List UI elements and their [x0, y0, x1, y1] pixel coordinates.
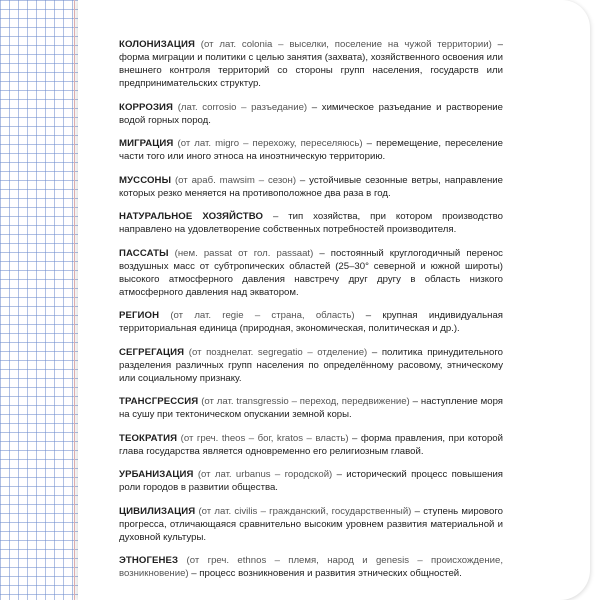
- entry-term: УРБАНИЗАЦИЯ: [119, 469, 194, 480]
- glossary-entry: [119, 554, 503, 580]
- glossary-entry: [119, 210, 503, 236]
- entry-etymology: (нем. passat от гол. passaat): [168, 247, 314, 259]
- entry-definition: – политика принудительного разделения различных групп населения по определённому расовому, этническому или социальному признаку.: [119, 346, 503, 384]
- entry-term: ЭТНОГЕНЕЗ: [119, 555, 179, 566]
- entry-term: ТРАНСГРЕССИЯ: [119, 396, 199, 407]
- entry-term: ЦИВИЛИЗАЦИЯ: [119, 505, 196, 517]
- entry-term: ТЕОКРАТИЯ: [119, 432, 178, 444]
- entry-term: РЕГИОН: [119, 310, 160, 321]
- entry-term: СЕГРЕГАЦИЯ: [119, 346, 185, 358]
- glossary-entry: [119, 432, 503, 458]
- entry-definition: – наступление моря на сушу при тектоническом опускании земной коры.: [119, 396, 503, 420]
- entry-definition: – крупная индивидуальная территориальная единица (природная, экономическая, политическая и др.).: [119, 310, 503, 334]
- entry-etymology: (лат. corrosio – разъедание): [173, 101, 308, 113]
- entry-etymology: (от лат. migro – перехожу, переселяюсь): [173, 138, 363, 149]
- entry-definition: – постоянный круглогодичный перенос воздушных масс от субтропических областей (25–30° северной и южной широты) высокого атмосферного давления навстречу друг другу в область низкого атмосферного давления над экватором.: [119, 247, 503, 298]
- entry-definition: – ступень мирового прогресса, отличающаяся сравнительно высоким уровнем развития материальной и духовной культуры.: [119, 505, 503, 543]
- entry-term: НАТУРАЛЬНОЕ ХОЗЯЙСТВО: [119, 211, 264, 222]
- glossary-entry: [119, 346, 503, 385]
- entry-etymology: (от греч. ethnos – племя, народ и genesis – происхождение, возникновение): [119, 555, 503, 579]
- entry-definition: – тип хозяйства, при котором производство направлено на удовлетворение собственных потребностей производителя.: [119, 211, 503, 235]
- entry-definition: – исторический процесс повышения роли городов в развитии общества.: [119, 469, 504, 493]
- entry-etymology: (от позднелат. segregatio – отделение): [184, 346, 368, 358]
- glossary-entry: [119, 38, 503, 90]
- entry-term: МУССОНЫ: [119, 174, 172, 186]
- glossary-entry: [119, 174, 503, 200]
- entry-definition: – форма миграции и политики с целью занятия (захвата), хозяйственного освоения или внешнего контроля территорий со стороны групп населения, государств или предпринимательских структур.: [119, 39, 503, 89]
- glossary-entry: [119, 505, 503, 544]
- entry-term: КОЛОНИЗАЦИЯ: [119, 39, 195, 50]
- entry-definition: – химическое разъедание и растворение водой горных пород.: [119, 101, 504, 126]
- glossary-entry: [119, 395, 503, 421]
- entry-term: МИГРАЦИЯ: [119, 138, 174, 149]
- entry-etymology: (от лат. regie – страна, область): [159, 310, 355, 321]
- entry-definition: – устойчивые сезонные ветры, направление которых резко меняется на противоположное два раза в год.: [119, 174, 503, 199]
- entry-etymology: (от греч. theos – бог, kratos – власть): [177, 432, 349, 444]
- entry-etymology: (от лат. transgressio – переход, передвижение): [198, 396, 410, 407]
- entry-etymology: (от лат. civilis – гражданский, государственный): [195, 505, 412, 517]
- glossary-entry: [119, 468, 503, 494]
- entry-term: КОРРОЗИЯ: [119, 101, 174, 113]
- glossary-entry: [119, 101, 503, 127]
- glossary-entry: [119, 137, 503, 163]
- glossary: [119, 38, 503, 591]
- margin-line: [74, 0, 75, 600]
- entry-term: ПАССАТЫ: [119, 247, 169, 259]
- entry-etymology: (от лат. colonia – выселки, поселение на чужой территории): [194, 39, 492, 50]
- glossary-entry: [119, 309, 503, 335]
- entry-etymology: (от лат. urbanus – городской): [193, 469, 333, 480]
- glossary-entry: [119, 247, 503, 299]
- entry-definition: – процесс возникновения и развития этнических общностей.: [188, 568, 462, 579]
- entry-definition: – перемещение, переселение части того или иного этноса на иноэтническую территорию.: [119, 138, 503, 162]
- entry-etymology: (от араб. mawsim – сезон): [171, 174, 297, 186]
- entry-definition: – форма правления, при которой глава государства является одновременно его религиозным главой.: [119, 432, 503, 457]
